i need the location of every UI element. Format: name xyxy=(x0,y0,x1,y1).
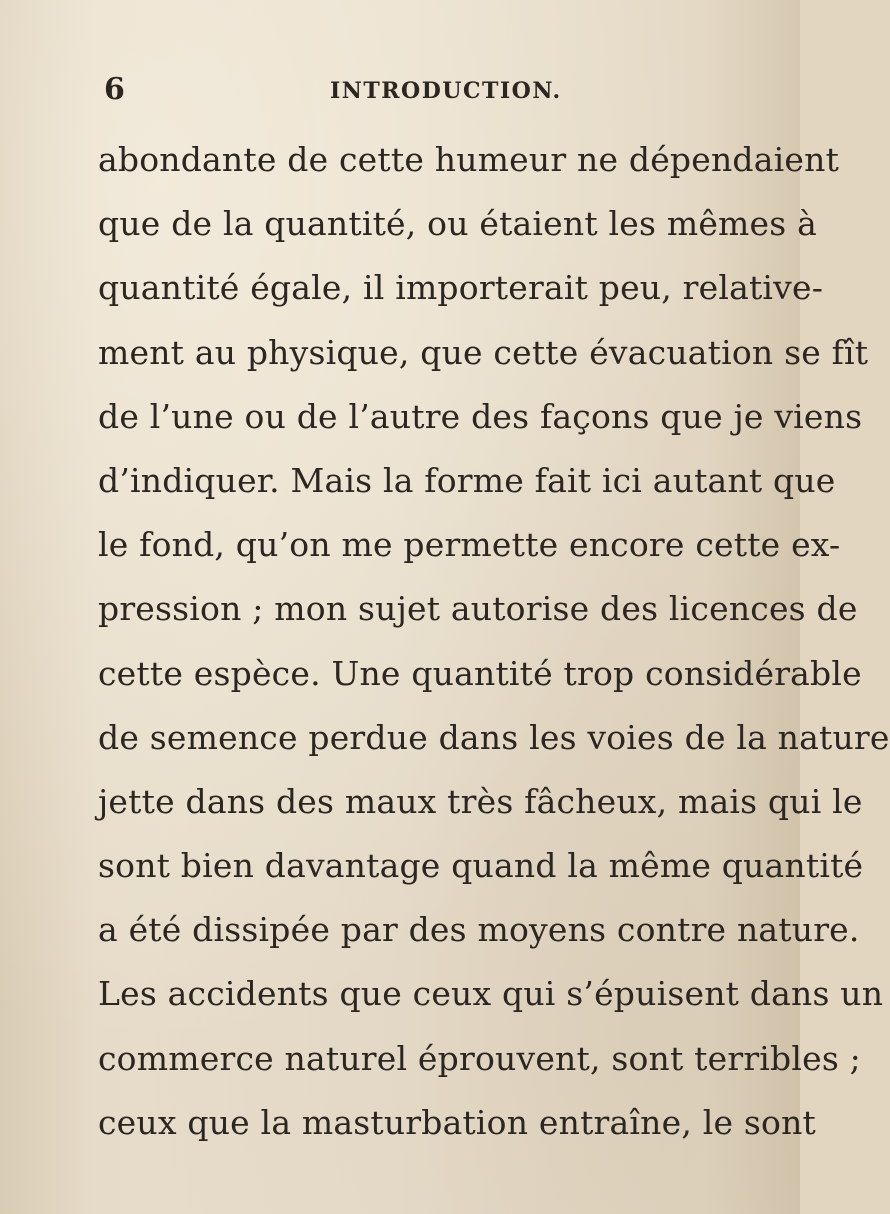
text-line: quantité égale, il importerait peu, relative- xyxy=(98,268,824,308)
text-line: abondante de cette humeur ne dépendaient xyxy=(98,140,840,179)
text-line: ment au physique, que cette évacuation se fît xyxy=(98,332,869,372)
text-line: ceux que la masturbation entraîne, le sont xyxy=(98,1102,816,1142)
text-line: Les accidents que ceux qui s’épuisent dans un xyxy=(98,974,884,1014)
page-number: 6 xyxy=(104,72,126,107)
text-line: sont bien davantage quand la même quantité xyxy=(98,846,864,886)
text-line: jette dans des maux très fâcheux, mais qui le xyxy=(98,781,863,821)
text-line: que de la quantité, ou étaient les mêmes à xyxy=(98,204,817,244)
text-line: cette espèce. Une quantité trop considérable xyxy=(98,653,862,693)
running-title: INTRODUCTION. xyxy=(330,78,562,104)
text-line: le fond, qu’on me permette encore cette ex- xyxy=(98,525,841,565)
text-line: de semence perdue dans les voies de la nature xyxy=(98,717,890,757)
body-text xyxy=(98,128,890,1155)
text-line: d’indiquer. Mais la forme fait ici autant que xyxy=(98,460,836,500)
text-line: commerce naturel éprouvent, sont terribles ; xyxy=(98,1038,861,1078)
text-line: a été dissipée par des moyens contre nature. xyxy=(98,910,860,950)
text-line: pression ; mon sujet autorise des licences de xyxy=(98,589,858,629)
text-line: de l’une ou de l’autre des façons que je viens xyxy=(98,396,863,436)
running-head xyxy=(0,72,800,120)
